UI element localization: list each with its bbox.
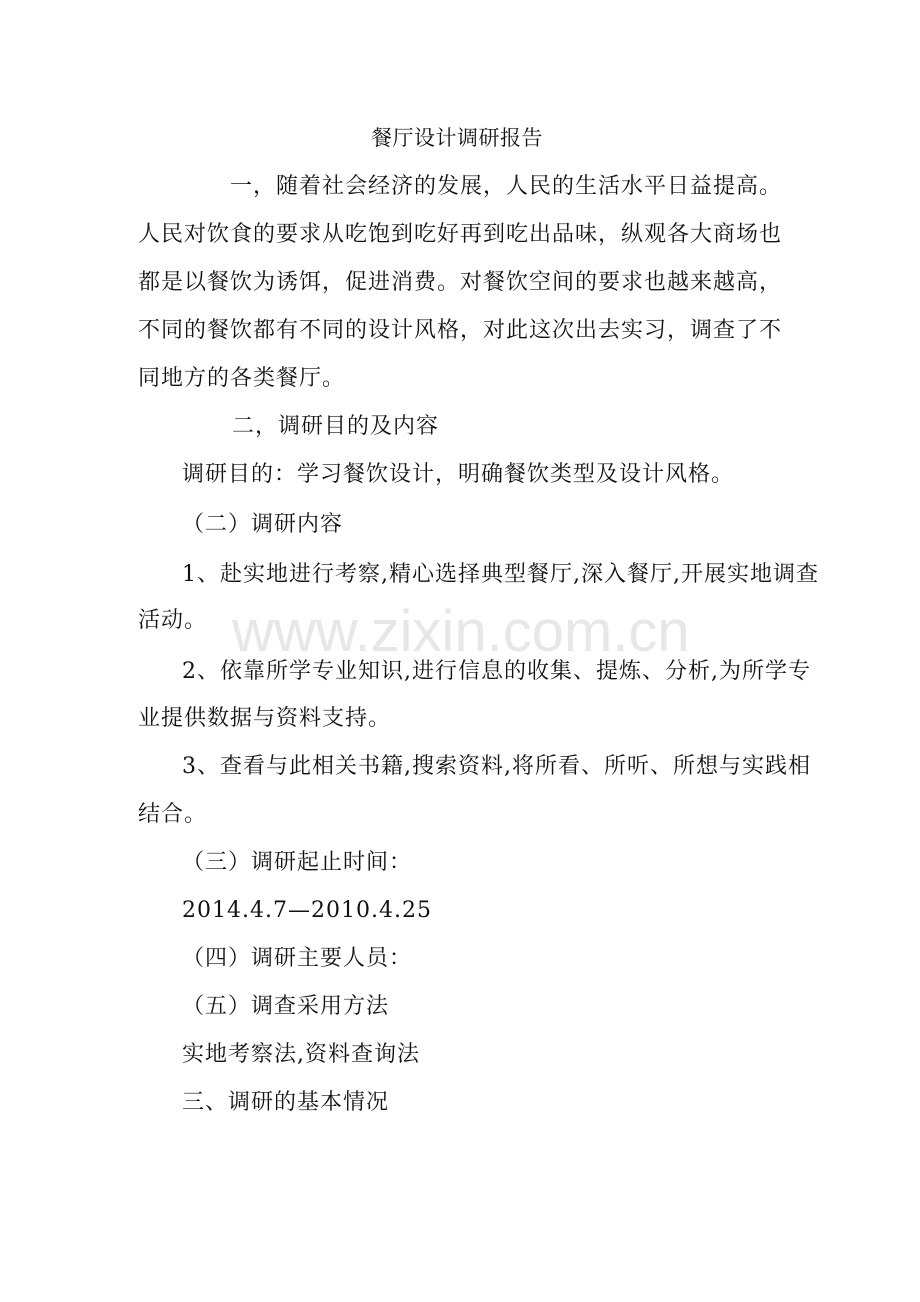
subsection-heading: （五）调查采用方法	[182, 994, 390, 1019]
list-item-line: 2、依靠所学专业知识,进行信息的收集、提炼、分析,为所学专	[182, 659, 811, 684]
section-heading: 二，调研目的及内容	[232, 414, 440, 439]
list-item-line: 业提供数据与资料支持。	[138, 706, 392, 731]
subsection-heading: （二）调研内容	[182, 512, 344, 537]
date-range: 2014.4.7—2010.4.25	[182, 898, 432, 923]
paragraph-line: 调研目的：学习餐饮设计，明确餐饮类型及设计风格。	[182, 462, 735, 487]
paragraph-line: 人民对饮食的要求从吃饱到吃好再到吃出品味，纵观各大商场也	[138, 222, 783, 247]
list-item-line: 3、查看与此相关书籍,搜索资料,将所看、所听、所想与实践相	[182, 754, 811, 779]
list-item-line: 活动。	[138, 608, 208, 633]
paragraph-line: 同地方的各类餐厅。	[138, 366, 346, 391]
subsection-heading: （三）调研起止时间：	[182, 850, 413, 875]
list-item-line: 结合。	[138, 802, 208, 827]
paragraph-line: 一，随着社会经济的发展，人民的生活水平日益提高。	[230, 174, 783, 199]
paragraph-line: 不同的餐饮都有不同的设计风格，对此这次出去实习，调查了不	[138, 318, 783, 343]
subsection-heading: （四）调研主要人员：	[182, 946, 413, 971]
document-title: 餐厅设计调研报告	[371, 126, 543, 150]
paragraph-line: 都是以餐饮为诱饵，促进消费。对餐饮空间的要求也越来越高，	[138, 270, 783, 295]
paragraph-line: 实地考察法,资料查询法	[182, 1042, 420, 1067]
watermark: www.zixin.com.cn	[232, 599, 690, 664]
list-item-line: 1、赴实地进行考察,精心选择典型餐厅,深入餐厅,开展实地调查	[182, 562, 819, 587]
section-heading: 三、调研的基本情况	[182, 1090, 390, 1115]
